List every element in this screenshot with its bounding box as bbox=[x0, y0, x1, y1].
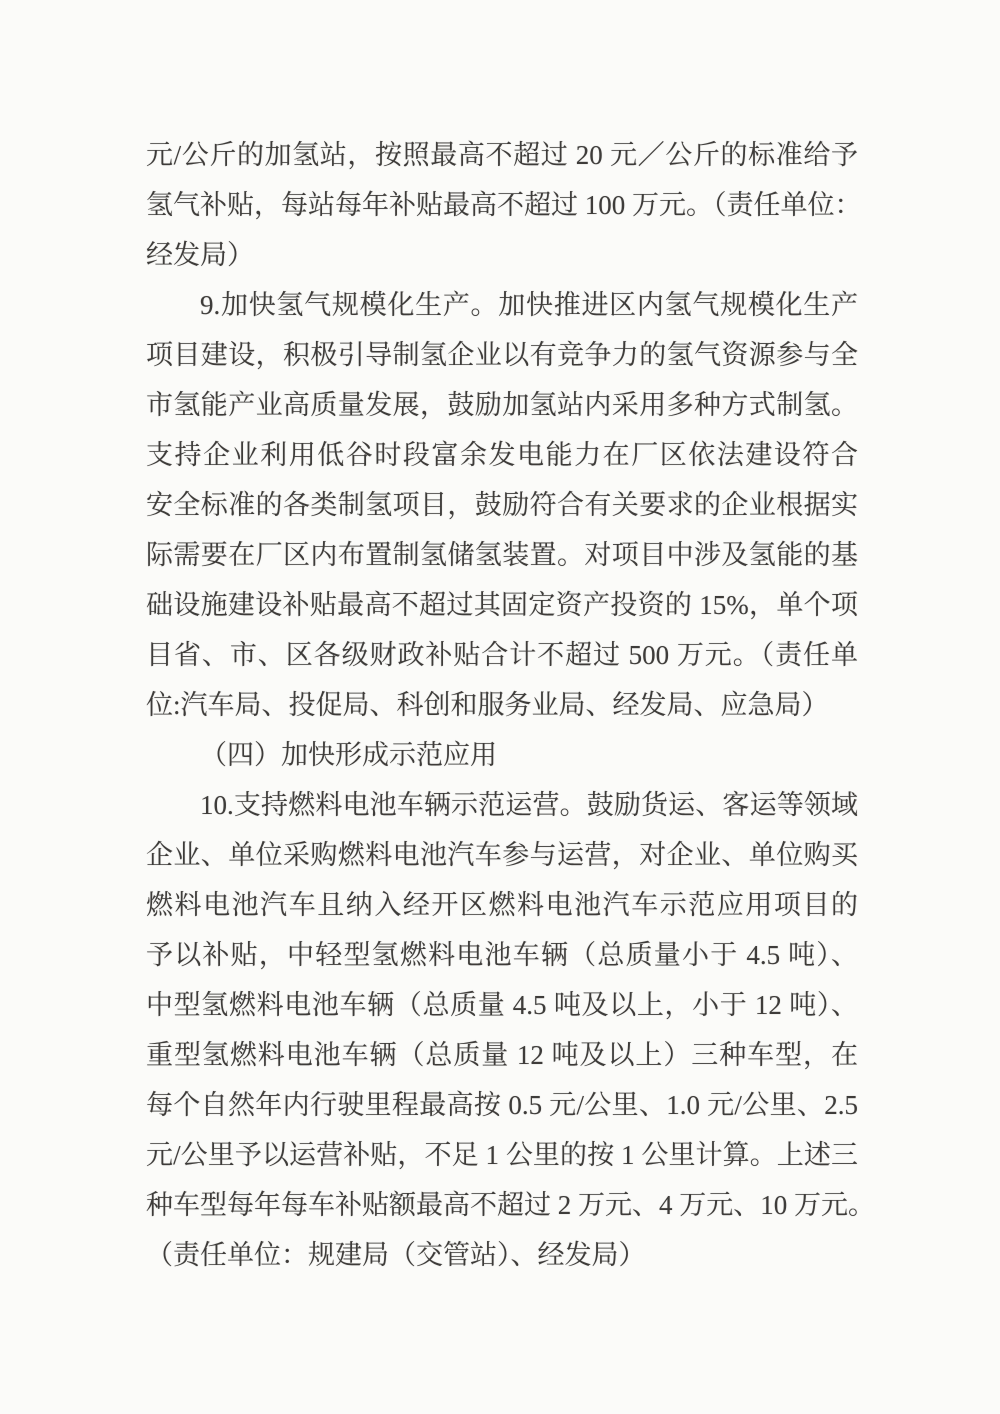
document-line: 元/公斤的加氢站，按照最高不超过 20 元／公斤的标准给予 bbox=[146, 140, 858, 170]
document-line: 燃料电池汽车且纳入经开区燃料电池汽车示范应用项目的 bbox=[146, 890, 858, 920]
document-line: 种车型每年每车补贴额最高不超过 2 万元、4 万元、10 万元。 bbox=[146, 1190, 875, 1220]
document-line: 氢气补贴，每站每年补贴最高不超过 100 万元。（责任单位： bbox=[146, 190, 862, 220]
document-line: 中型氢燃料电池车辆（总质量 4.5 吨及以上，小于 12 吨）、 bbox=[146, 990, 858, 1020]
document-line: 9.加快氢气规模化生产。加快推进区内氢气规模化生产 bbox=[200, 290, 858, 320]
document-line: 目省、市、区各级财政补贴合计不超过 500 万元。（责任单 bbox=[146, 640, 858, 670]
document-line: 每个自然年内行驶里程最高按 0.5 元/公里、1.0 元/公里、2.5 bbox=[146, 1090, 858, 1120]
document-line: 经发局） bbox=[146, 240, 254, 270]
document-line: 元/公里予以运营补贴，不足 1 公里的按 1 公里计算。上述三 bbox=[146, 1140, 858, 1170]
document-line: 10.支持燃料电池车辆示范运营。鼓励货运、客运等领域 bbox=[200, 790, 858, 820]
document-line: （四）加快形成示范应用 bbox=[200, 740, 497, 770]
document-line: 项目建设，积极引导制氢企业以有竞争力的氢气资源参与全 bbox=[146, 340, 858, 370]
document-line: 础设施建设补贴最高不超过其固定资产投资的 15%，单个项 bbox=[146, 590, 858, 620]
document-line: 予以补贴，中轻型氢燃料电池车辆（总质量小于 4.5 吨）、 bbox=[146, 940, 858, 970]
document-line: 支持企业利用低谷时段富余发电能力在厂区依法建设符合 bbox=[146, 440, 858, 470]
document-line: 安全标准的各类制氢项目，鼓励符合有关要求的企业根据实 bbox=[146, 490, 858, 520]
document-line: 企业、单位采购燃料电池汽车参与运营，对企业、单位购买 bbox=[146, 840, 858, 870]
document-line: 市氢能产业高质量发展，鼓励加氢站内采用多种方式制氢。 bbox=[146, 390, 858, 420]
document-line: 际需要在厂区内布置制氢储氢装置。对项目中涉及氢能的基 bbox=[146, 540, 858, 570]
document-line: （责任单位：规建局（交管站）、经发局） bbox=[146, 1240, 646, 1270]
document-line: 位:汽车局、投促局、科创和服务业局、经发局、应急局） bbox=[146, 690, 829, 720]
document-line: 重型氢燃料电池车辆（总质量 12 吨及以上）三种车型，在 bbox=[146, 1040, 858, 1070]
document-body bbox=[146, 130, 875, 1280]
